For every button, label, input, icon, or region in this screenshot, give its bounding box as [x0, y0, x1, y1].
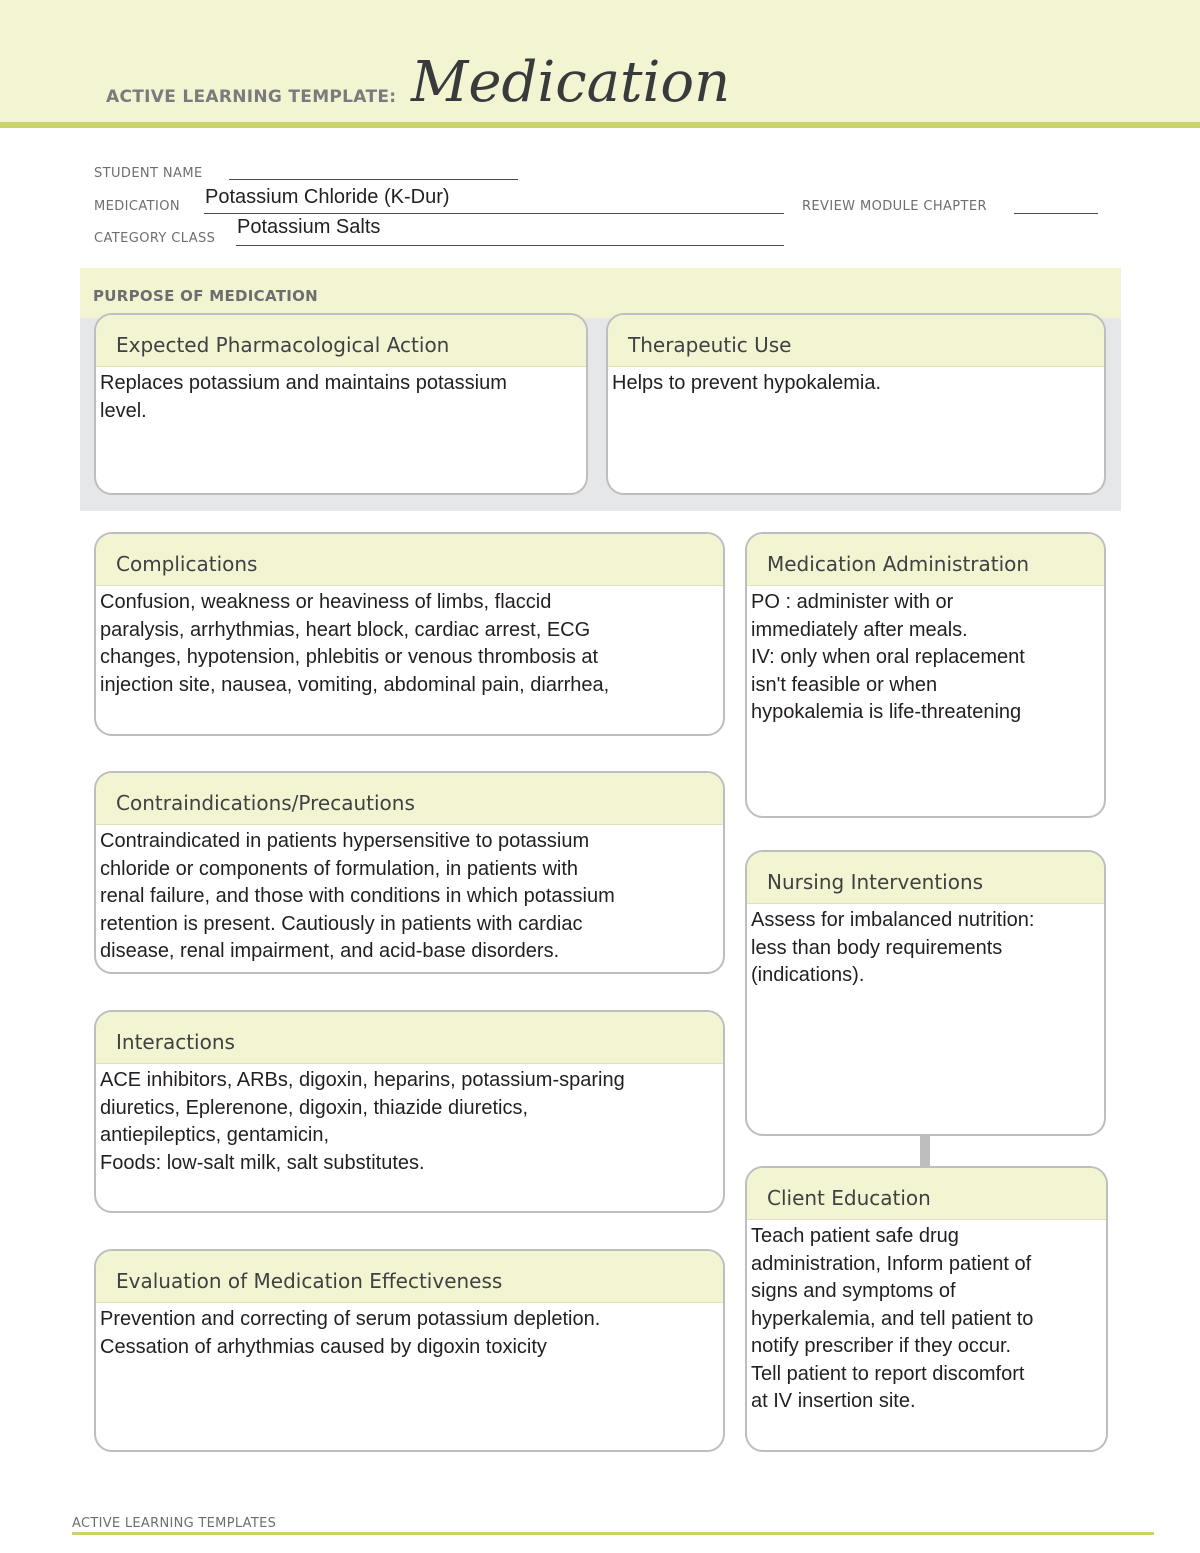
nursing-interventions-text[interactable]: Assess for imbalanced nutrition: less than body requirements (indications).	[751, 909, 1035, 986]
category-class-line	[236, 245, 784, 246]
expected-action-card	[94, 313, 588, 495]
evaluation-card	[94, 1249, 725, 1452]
evaluation-title: Evaluation of Medication Effectiveness	[96, 1251, 723, 1303]
category-class-field[interactable]: Potassium Salts	[237, 216, 381, 238]
medication-label: MEDICATION	[94, 199, 180, 214]
review-module-label: REVIEW MODULE CHAPTER	[802, 199, 987, 214]
student-name-line	[229, 179, 518, 180]
interactions-title: Interactions	[96, 1012, 723, 1064]
nursing-interventions-title: Nursing Interventions	[747, 852, 1104, 904]
purpose-label: PURPOSE OF MEDICATION	[93, 287, 319, 305]
complications-title: Complications	[96, 534, 723, 586]
therapeutic-use-title: Therapeutic Use	[608, 315, 1104, 367]
category-class-label: CATEGORY CLASS	[94, 231, 216, 246]
student-name-label: STUDENT NAME	[94, 166, 203, 181]
medication-administration-title: Medication Administration	[747, 534, 1104, 586]
page-title: Medication	[411, 50, 731, 115]
medication-administration-text[interactable]: PO : administer with or immediately after meals. IV: only when oral replacement isn't feasible or when hypokalemia is life-threatening	[751, 591, 1025, 723]
client-education-title: Client Education	[747, 1168, 1106, 1220]
therapeutic-use-card	[606, 313, 1106, 495]
expected-action-title: Expected Pharmacological Action	[96, 315, 586, 367]
footer-rule	[72, 1532, 1154, 1535]
template-label: ACTIVE LEARNING TEMPLATE:	[106, 87, 397, 107]
contraindications-text[interactable]: Contraindicated in patients hypersensitive to potassium chloride or components of formulation, in patients with renal failure, and those with conditions in which potassium retention is present. Cautiously in patients with cardiac disease, renal impairment, and acid-base disorders.	[100, 830, 615, 962]
complications-text[interactable]: Confusion, weakness or heaviness of limbs, flaccid paralysis, arrhythmias, heart block, cardiac arrest, ECG changes, hypotension, phlebitis or venous thrombosis at injection site, nausea, vomiting, abdominal pain, diarrhea,	[100, 591, 610, 696]
nursing-interventions-card	[745, 850, 1106, 1136]
client-education-card	[745, 1166, 1108, 1452]
footer-label: ACTIVE LEARNING TEMPLATES	[72, 1516, 277, 1531]
medication-field[interactable]: Potassium Chloride (K-Dur)	[205, 186, 450, 208]
connector-bar	[920, 1136, 930, 1166]
interactions-text[interactable]: ACE inhibitors, ARBs, digoxin, heparins, potassium-sparing diuretics, Eplerenone, digoxin, thiazide diuretics, antiepileptics, gentamicin, Foods: low-salt milk, salt substitutes.	[100, 1069, 625, 1174]
review-module-line	[1014, 213, 1098, 214]
contraindications-card	[94, 771, 725, 974]
medication-line	[204, 213, 784, 214]
interactions-card	[94, 1010, 725, 1213]
contraindications-title: Contraindications/Precautions	[96, 773, 723, 825]
evaluation-text[interactable]: Prevention and correcting of serum potassium depletion. Cessation of arhythmias caused by digoxin toxicity	[100, 1308, 601, 1358]
complications-card	[94, 532, 725, 736]
client-education-text[interactable]: Teach patient safe drug administration, Inform patient of signs and symptoms of hyperkalemia, and tell patient to notify prescriber if they occur. Tell patient to report discomfort at IV insertion site.	[751, 1225, 1034, 1412]
medication-administration-card	[745, 532, 1106, 818]
therapeutic-use-text[interactable]: Helps to prevent hypokalemia.	[612, 372, 882, 394]
header-rule	[0, 122, 1200, 128]
expected-action-text[interactable]: Replaces potassium and maintains potassium level.	[100, 372, 507, 422]
